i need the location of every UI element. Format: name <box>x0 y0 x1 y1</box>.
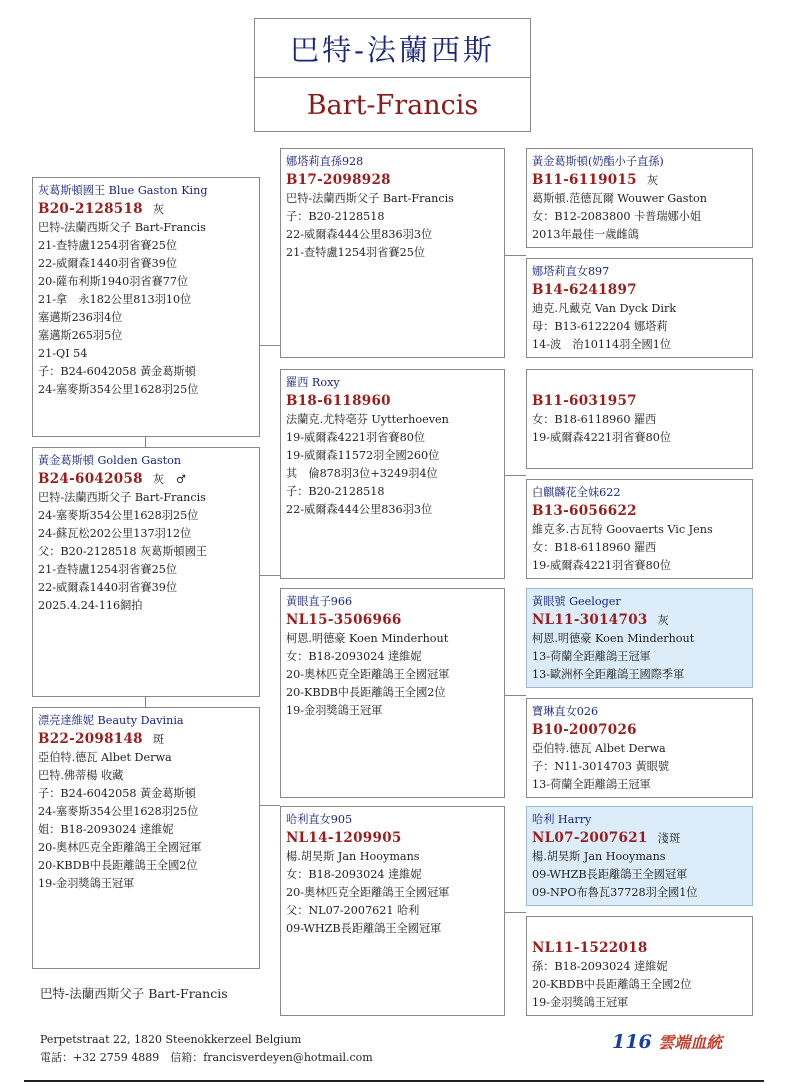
bird-name: 白麒麟花全妹622 <box>532 486 621 499</box>
info-line: 巴特.佛蒂楊 收藏 <box>38 769 124 782</box>
pedigree-box-g3-6 <box>526 698 753 798</box>
pedigree-box-g3-7 <box>526 806 753 906</box>
pedigree-box-sire <box>32 177 260 437</box>
pedigree-box-g3-1 <box>526 148 753 248</box>
connector-line <box>504 912 526 913</box>
info-line: 子：B24-6042058 黃金葛斯頓 <box>38 787 196 800</box>
bird-name: 漂亮達維妮 Beauty Davinia <box>38 714 184 727</box>
info-line: 09-WHZB長距離鴿王全國冠軍 <box>286 922 442 935</box>
pedigree-box-sire-sire <box>280 148 505 358</box>
footer-divider <box>24 1080 764 1082</box>
info-line: 父：B20-2128518 灰葛斯頓國王 <box>38 545 208 558</box>
bird-name: 黃金葛斯頓(奶酯小子直孫) <box>532 155 664 168</box>
info-line: 葛斯頓.范德瓦爾 Wouwer Gaston <box>532 192 707 205</box>
bird-name: 寶琳直女026 <box>532 705 599 718</box>
title-chinese: 巴特-法蘭西斯 <box>255 19 530 78</box>
info-line: 巴特-法蘭西斯父子 Bart-Francis <box>38 221 206 234</box>
info-line: 19-金羽獎鴿王冠軍 <box>532 996 629 1009</box>
bird-name: 黃眼號 Geeloger <box>532 595 621 608</box>
info-line: 2013年最佳一歲雌鴿 <box>532 228 639 241</box>
pedigree-box-g3-3 <box>526 369 753 469</box>
info-line: 母：B13-6122204 娜塔莉 <box>532 320 668 333</box>
info-line: 孫：B18-2093024 達維妮 <box>532 960 668 973</box>
info-line: 13-荷蘭全距離鴿王冠軍 <box>532 650 651 663</box>
pedigree-title <box>254 18 531 132</box>
pedigree-box-g3-5 <box>526 588 753 688</box>
info-line: 女：B18-2093024 達維妮 <box>286 868 422 881</box>
info-line: 19-威爾森4221羽省賽80位 <box>286 431 426 444</box>
info-line: 19-威爾森4221羽省賽80位 <box>532 559 672 572</box>
bird-name: 哈利 Harry <box>532 813 592 826</box>
footer-contact <box>40 1031 373 1067</box>
info-line: 20-奧林匹克全距離鴿王全國冠軍 <box>286 886 450 899</box>
info-line: 21-查特盧1254羽省賽25位 <box>286 246 426 259</box>
bird-color: 灰 ♂ <box>152 473 187 486</box>
pedigree-box-dam-dam <box>280 806 505 1016</box>
bird-name: 娜塔莉直女897 <box>532 265 610 278</box>
info-line: 20-KBDB中長距離鴿王全國2位 <box>38 859 198 872</box>
bird-name: 哈利直女905 <box>286 813 353 826</box>
bird-name: 灰葛斯頓國王 Blue Gaston King <box>38 184 208 197</box>
footer-address: Perpetstraat 22, 1820 Steenokkerzeel Belgium <box>40 1033 302 1046</box>
ring-number: B10-2007026 <box>532 722 637 738</box>
connector-line <box>145 437 146 447</box>
info-line: 14-波 治10114羽全國1位 <box>532 338 672 351</box>
info-line: 09-NPO布魯瓦37728羽全國1位 <box>532 886 698 899</box>
info-line: 20-KBDB中長距離鴿王全國2位 <box>532 978 692 991</box>
bird-name: 娜塔莉直孫928 <box>286 155 364 168</box>
connector-line <box>504 695 526 696</box>
info-line: 楊.胡昊斯 Jan Hooymans <box>286 850 420 863</box>
ring-number: B22-2098148 斑 <box>38 731 165 747</box>
bird-color: 灰 <box>646 174 659 187</box>
ring-number: B20-2128518 灰 <box>38 201 165 217</box>
info-line: 19-威爾森4221羽省賽80位 <box>532 431 672 444</box>
pedigree-box-sire-dam <box>280 369 505 579</box>
info-line: 13-歐洲杯全距離鴿王國際季軍 <box>532 668 685 681</box>
info-line: 20-KBDB中長距離鴿王全國2位 <box>286 686 446 699</box>
connector-line <box>145 697 146 707</box>
info-line: 09-WHZB長距離鴿王全國冠軍 <box>532 868 688 881</box>
info-line: 19-金羽獎鴿王冠軍 <box>286 704 383 717</box>
info-line: 子：B20-2128518 <box>286 485 385 498</box>
info-line: 2025.4.24-116網拍 <box>38 599 143 612</box>
ring-number: NL11-3014703 灰 <box>532 612 670 628</box>
info-line: 子：B24-6042058 黃金葛斯頓 <box>38 365 196 378</box>
ring-number: B24-6042058 灰 ♂ <box>38 471 187 487</box>
bird-color: 灰 <box>657 614 670 627</box>
ring-number: B13-6056622 <box>532 503 637 519</box>
info-line: 父：NL07-2007621 哈利 <box>286 904 420 917</box>
ring-number: B18-6118960 <box>286 393 391 409</box>
info-line: 子：B20-2128518 <box>286 210 385 223</box>
logo-number: 116 <box>612 1031 652 1053</box>
info-line: 21-拿 永182公里813羽10位 <box>38 293 192 306</box>
info-line: 20-奧林匹克全距離鴿王全國冠軍 <box>286 668 450 681</box>
info-line: 巴特-法蘭西斯父子 Bart-Francis <box>38 491 206 504</box>
info-line: 19-金羽獎鴿王冠軍 <box>38 877 135 890</box>
info-line: 其 倫878羽3位+3249羽4位 <box>286 467 438 480</box>
footer-phone-email: 電話：+32 2759 4889 信箱：francisverdeyen@hotmail.com <box>40 1051 373 1064</box>
info-line: 亞伯特.德瓦 Albet Derwa <box>38 751 172 764</box>
bird-color: 淺斑 <box>657 832 681 845</box>
info-line: 22-威爾森1440羽省賽39位 <box>38 581 178 594</box>
bird-color: 斑 <box>152 733 165 746</box>
ring-number: B17-2098928 <box>286 172 391 188</box>
connector-line <box>504 255 526 256</box>
info-line: 塞邁斯265羽5位 <box>38 329 123 342</box>
info-line: 維克多.古瓦特 Goovaerts Vic Jens <box>532 523 713 536</box>
info-line: 柯恩.明德豪 Koen Minderhout <box>286 632 449 645</box>
connector-line <box>504 475 526 476</box>
pedigree-box-subject <box>32 447 260 697</box>
info-line: 子：N11-3014703 黃眼號 <box>532 760 670 773</box>
info-line: 柯恩.明德豪 Koen Minderhout <box>532 632 695 645</box>
info-line: 楊.胡昊斯 Jan Hooymans <box>532 850 666 863</box>
pedigree-box-dam <box>32 707 260 969</box>
info-line: 女：B12-2083800 卡普瑞娜小姐 <box>532 210 702 223</box>
ring-number: NL14-1209905 <box>286 830 402 846</box>
info-line: 13-荷蘭全距離鴿王冠軍 <box>532 778 651 791</box>
bird-name: 羅西 Roxy <box>286 376 340 389</box>
info-line: 22-威爾森444公里836羽3位 <box>286 228 433 241</box>
info-line: 女：B18-6118960 羅西 <box>532 413 657 426</box>
bird-color: 灰 <box>152 203 165 216</box>
ring-number: B14-6241897 <box>532 282 637 298</box>
footer-owner: 巴特-法蘭西斯父子 Bart-Francis <box>40 986 228 1001</box>
bird-name: 黃金葛斯頓 Golden Gaston <box>38 454 182 467</box>
info-line: 法蘭克.尤特亳芬 Uytterhoeven <box>286 413 449 426</box>
info-line: 巴特-法蘭西斯父子 Bart-Francis <box>286 192 454 205</box>
pedigree-box-dam-sire <box>280 588 505 798</box>
info-line: 女：B18-2093024 達維妮 <box>286 650 422 663</box>
ring-number: B11-6119015 灰 <box>532 172 659 188</box>
ring-number: NL07-2007621 淺斑 <box>532 830 681 846</box>
brand-logo <box>612 1030 722 1053</box>
ring-number: NL15-3506966 <box>286 612 402 628</box>
info-line: 女：B18-6118960 羅西 <box>532 541 657 554</box>
connector-line <box>259 345 280 346</box>
ring-number: NL11-1522018 <box>532 940 648 956</box>
info-line: 亞伯特.德瓦 Albet Derwa <box>532 742 666 755</box>
info-line: 20-薩布利斯1940羽省賽77位 <box>38 275 189 288</box>
info-line: 24-塞麥斯354公里1628羽25位 <box>38 805 199 818</box>
pedigree-box-g3-2 <box>526 258 753 358</box>
bird-name: 黃眼直子966 <box>286 595 353 608</box>
ring-number: B11-6031957 <box>532 393 637 409</box>
info-line: 21-查特盧1254羽省賽25位 <box>38 563 178 576</box>
info-line: 24-塞麥斯354公里1628羽25位 <box>38 383 199 396</box>
info-line: 塞邁斯236羽4位 <box>38 311 123 324</box>
pedigree-box-g3-4 <box>526 479 753 579</box>
info-line: 20-奧林匹克全距離鴿王全國冠軍 <box>38 841 202 854</box>
pedigree-box-g3-8 <box>526 916 753 1016</box>
info-line: 24-塞麥斯354公里1628羽25位 <box>38 509 199 522</box>
logo-text: 雲端血統 <box>658 1033 723 1052</box>
connector-line <box>259 575 280 576</box>
info-line: 迪克.凡戴克 Van Dyck Dirk <box>532 302 677 315</box>
info-line: 24-蘇瓦松202公里137羽12位 <box>38 527 192 540</box>
info-line: 22-威爾森444公里836羽3位 <box>286 503 433 516</box>
info-line: 19-威爾森11572羽全國260位 <box>286 449 440 462</box>
title-english: Bart-Francis <box>306 90 479 121</box>
info-line: 21-QI 54 <box>38 347 88 360</box>
info-line: 姐：B18-2093024 達維妮 <box>38 823 174 836</box>
info-line: 22-威爾森1440羽省賽39位 <box>38 257 178 270</box>
info-line: 21-查特盧1254羽省賽25位 <box>38 239 178 252</box>
connector-line <box>259 805 280 806</box>
